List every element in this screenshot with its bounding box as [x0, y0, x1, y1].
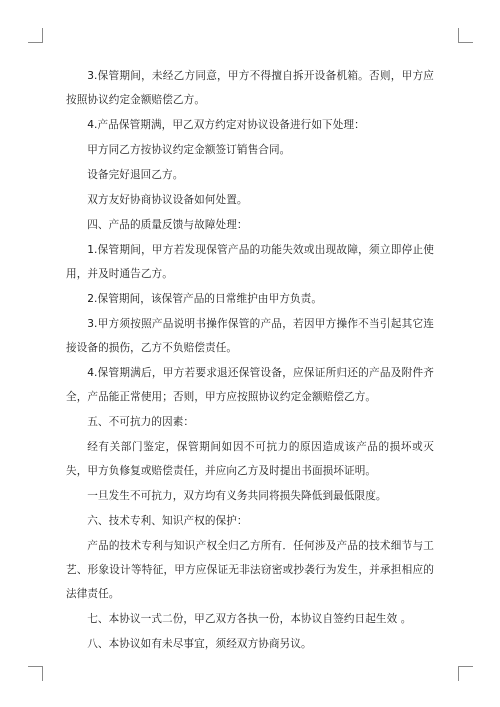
section-other-matters: 八、本协议如有未尽事宜，须经双方协商另议。 — [87, 638, 312, 650]
crop-mark-top-left — [28, 28, 43, 43]
crop-mark-top-right — [458, 28, 473, 43]
paragraph-ip-ownership: 产品的技术专利与知识产权全归乙方所有．任何涉及产品的技术细节与工艺、形象设计等特征，甲方应保证无非法窃密或抄袭行为发生，并承担相应的法律责任。 — [66, 540, 434, 600]
paragraph-force-majeure-mitigation: 一旦发生不可抗力，双方均有义务共同将损失降低到最低限度。 — [87, 490, 387, 502]
paragraph-quality-maintenance: 2.保管期间，该保管产品的日常维护由甲方负责。 — [87, 293, 323, 305]
section-copies-effective: 七、本协议一式二份，甲乙双方各执一份，本协议自签约日起生效 。 — [87, 613, 412, 625]
crop-mark-bottom-left — [28, 666, 43, 681]
section-heading-quality: 四、产品的质量反馈与故障处理： — [87, 219, 248, 231]
paragraph-quality-return: 4.保管期满后，甲方若要求退还保管设备，应保证所归还的产品及附件齐全，产品能正常使用；否则，甲方应按照协议约定金额赔偿乙方。 — [66, 367, 434, 403]
crop-mark-bottom-right — [458, 666, 473, 681]
paragraph-expiry-handling: 4.产品保管期满，甲乙双方约定对协议设备进行如下处理： — [87, 119, 365, 131]
paragraph-option-return: 设备完好退回乙方。 — [87, 169, 184, 181]
paragraph-storage-unopened: 3.保管期间，未经乙方同意，甲方不得擅自拆开设备机箱。否则，甲方应按照协议约定金额赔偿乙方。 — [66, 70, 434, 106]
paragraph-force-majeure-damage: 经有关部门鉴定，保管期间如因不可抗力的原因造成该产品的损坏或灭失，甲方负修复或赔偿责任，并应向乙方及时提出书面损坏证明。 — [66, 441, 434, 477]
section-heading-force-majeure: 五、不可抗力的因素： — [87, 416, 195, 428]
document-body — [66, 64, 434, 657]
paragraph-option-sales-contract: 甲方同乙方按协议约定金额签订销售合同。 — [87, 144, 291, 156]
section-heading-ip: 六、技术专利、知识产权的保护： — [87, 515, 248, 527]
paragraph-option-negotiate: 双方友好协商协议设备如何处置。 — [87, 194, 248, 206]
paragraph-quality-operation: 3.甲方须按照产品说明书操作保管的产品，若因甲方操作不当引起其它连接设备的损伤，乙方不负赔偿责任。 — [66, 318, 434, 354]
paragraph-quality-fault: 1.保管期间，甲方若发现保管产品的功能失效或出现故障，须立即停止使用，并及时通告乙方。 — [66, 244, 434, 280]
